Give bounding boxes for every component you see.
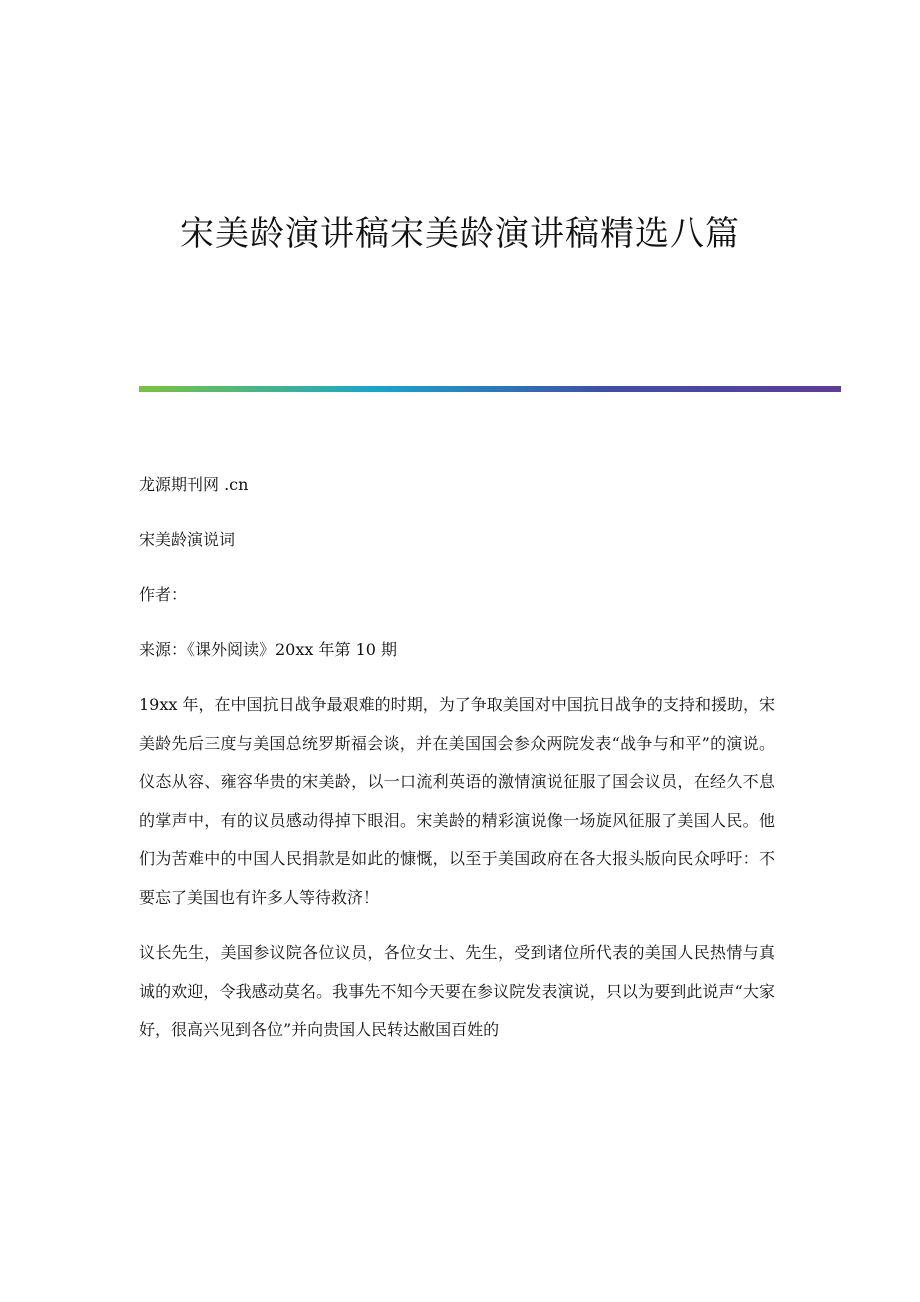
body-paragraph-2: 议长先生，美国参议院各位议员，各位女士、先生，受到诸位所代表的美国人民热情与真诚的欢迎，令我感动莫名。我事先不知今天要在参议院发表演说，只以为要到此说声“大家好，很高兴见到各位”并向贵国人民转达敝国百姓的 xyxy=(139,943,775,1039)
body-paragraph-1: 19xx 年，在中国抗日战争最艰难的时期，为了争取美国对中国抗日战争的支持和援助，宋美龄先后三度与美国总统罗斯福会谈，并在美国国会参众两院发表“战争与和平”的演说。仪态从容、雍容华贵的宋美龄，以一口流利英语的激情演说征服了国会议员，在经久不息的掌声中，有的议员感动得掉下眼泪。宋美龄的精彩演说像一场旋风征服了美国人民。他们为苦难中的中国人民捐款是如此的慷慨，以至于美国政府在各大报头版向民众呼吁：不要忘了美国也有许多人等待救济！ xyxy=(139,695,775,907)
source-line: 来源：《课外阅读》20xx 年第 10 期 xyxy=(139,640,398,659)
article-heading: 宋美龄演说词 xyxy=(139,530,236,549)
author-line: 作者： xyxy=(139,585,188,604)
source-site: 龙源期刊网 .cn xyxy=(139,475,249,494)
document-body xyxy=(139,466,775,1067)
document-title: 宋美龄演讲稿宋美龄演讲稿精选八篇 xyxy=(180,214,740,254)
title-divider xyxy=(139,386,841,392)
